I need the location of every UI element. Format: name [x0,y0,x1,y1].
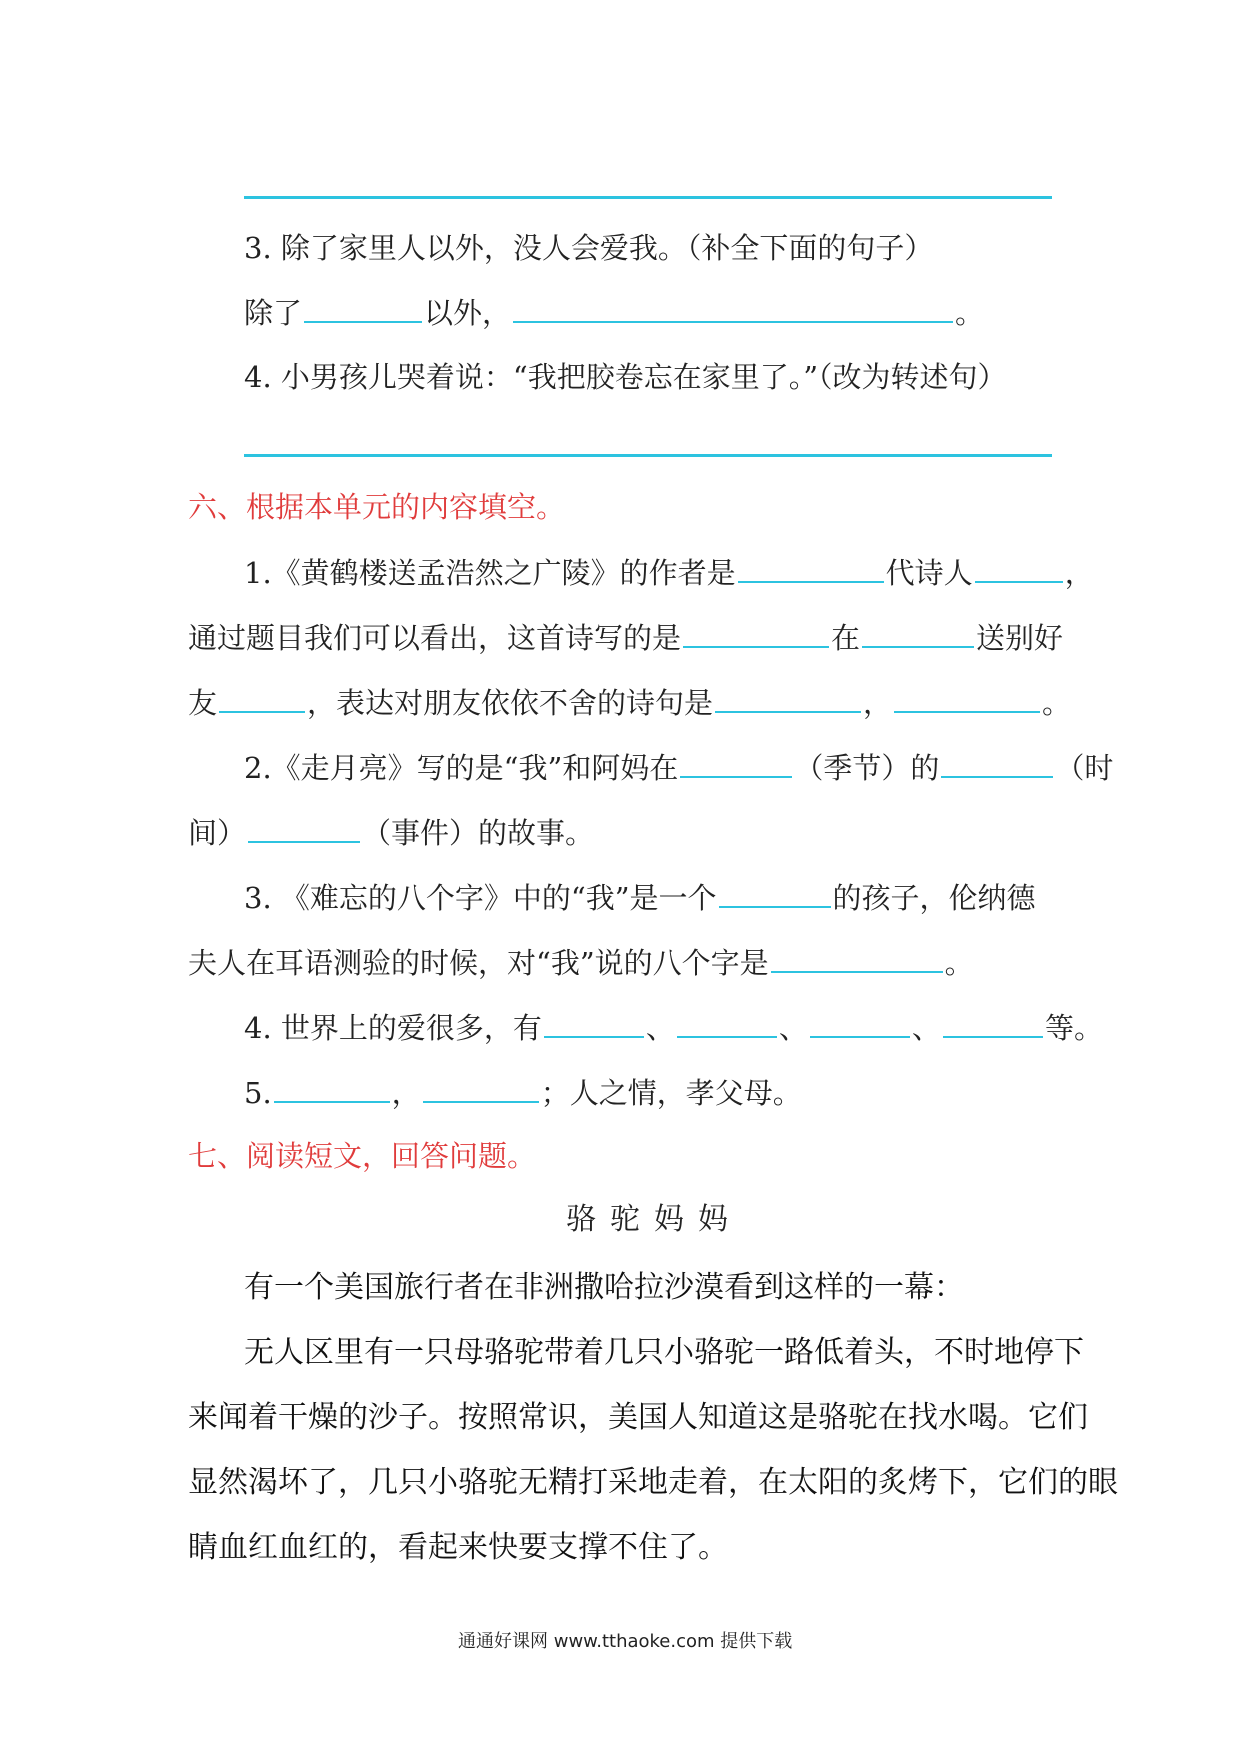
fill-text: 1.《黄鹤楼送孟浩然之广陵》的作者是 [244,556,736,590]
question-6-1-line3 [188,683,1071,723]
fill-text: ，表达对朋友依依不舍的诗句是 [307,686,714,720]
question-6-2-line1 [244,748,1113,788]
answer-blank[interactable] [219,683,305,713]
answer-line[interactable] [244,454,1052,457]
fill-text: ， [1064,556,1094,590]
answer-blank[interactable] [810,1008,910,1038]
fill-text: 夫人在耳语测验的时候，对“我”说的八个字是 [188,946,769,980]
fill-text: 的孩子，伦纳德 [832,881,1036,915]
answer-blank[interactable] [677,1008,777,1038]
fill-text: 、 [645,1011,675,1045]
fill-text: （事件）的故事。 [362,816,595,850]
fill-text: 5. [244,1076,272,1110]
question-6-5 [244,1073,802,1113]
passage-line: 睛血红血红的，看起来快要支撑不住了。 [188,1530,728,1565]
fill-text: （季节）的 [794,751,940,785]
section-7-heading: 七、阅读短文，回答问题。 [188,1139,537,1173]
fill-text: 4. 世界上的爱很多，有 [244,1011,542,1045]
fill-text: ， [863,686,893,720]
question-5-3-fill [244,293,984,333]
passage-line: 显然渴坏了，几只小骆驼无精打采地走着，在太阳的炙烤下，它们的眼 [188,1465,1118,1500]
passage-line: 来闻着干燥的沙子。按照常识，美国人知道这是骆驼在找水喝。它们 [188,1400,1088,1435]
fill-text: 。 [1042,686,1072,720]
question-6-3-line2 [188,943,974,983]
question-6-3-line1 [244,878,1036,918]
fill-text: 在 [831,621,861,655]
passage-line: 无人区里有一只母骆驼带着几只小骆驼一路低着头，不时地停下 [244,1335,1084,1370]
passage-title: 骆驼妈妈 [566,1202,742,1237]
question-6-4 [244,1008,1103,1048]
question-6-2-line2 [188,813,594,853]
answer-blank[interactable] [715,683,861,713]
fill-text: 代诗人 [885,556,973,590]
passage-line: 有一个美国旅行者在非洲撒哈拉沙漠看到这样的一幕： [244,1270,964,1305]
answer-blank[interactable] [304,293,422,323]
fill-text: 3. 《难忘的八个字》中的“我”是一个 [244,881,717,915]
answer-blank[interactable] [719,878,831,908]
footer-source: 通通好课网 www.tthaoke.com 提供下载 [458,1631,793,1652]
fill-text: 通过题目我们可以看出，这首诗写的是 [188,621,682,655]
fill-text: 2.《走月亮》写的是“我”和阿妈在 [244,751,679,785]
question-6-1-line2 [188,618,1063,658]
fill-text: 送别好 [976,621,1064,655]
answer-blank[interactable] [894,683,1040,713]
fill-text: （时 [1055,751,1114,785]
question-5-3: 3. 除了家里人以外，没人会爱我。（补全下面的句子） [244,231,934,265]
fill-text: 、 [911,1011,941,1045]
fill-text: ， [391,1076,421,1110]
answer-blank[interactable] [943,1008,1043,1038]
answer-line[interactable] [244,196,1052,199]
answer-blank[interactable] [862,618,974,648]
fill-text: 除了 [244,296,303,330]
section-6-heading: 六、根据本单元的内容填空。 [188,490,566,524]
fill-text: 友 [188,686,218,720]
fill-text: 、 [778,1011,808,1045]
answer-blank[interactable] [683,618,829,648]
question-6-1-line1 [244,553,1094,593]
answer-blank[interactable] [513,293,953,323]
fill-text: 间） [188,816,247,850]
answer-blank[interactable] [975,553,1063,583]
fill-text: 。 [944,946,974,980]
answer-blank[interactable] [738,553,884,583]
answer-blank[interactable] [544,1008,644,1038]
question-5-4: 4. 小男孩儿哭着说：“我把胶卷忘在家里了。”（改为转述句） [244,360,1007,394]
fill-text: 。 [955,296,985,330]
fill-text: 以外， [424,296,512,330]
fill-text: ；人之情，孝父母。 [540,1076,802,1110]
fill-text: 等。 [1044,1011,1103,1045]
answer-blank[interactable] [274,1073,390,1103]
answer-blank[interactable] [941,748,1053,778]
answer-blank[interactable] [771,943,943,973]
answer-blank[interactable] [680,748,792,778]
answer-blank[interactable] [248,813,360,843]
answer-blank[interactable] [423,1073,539,1103]
